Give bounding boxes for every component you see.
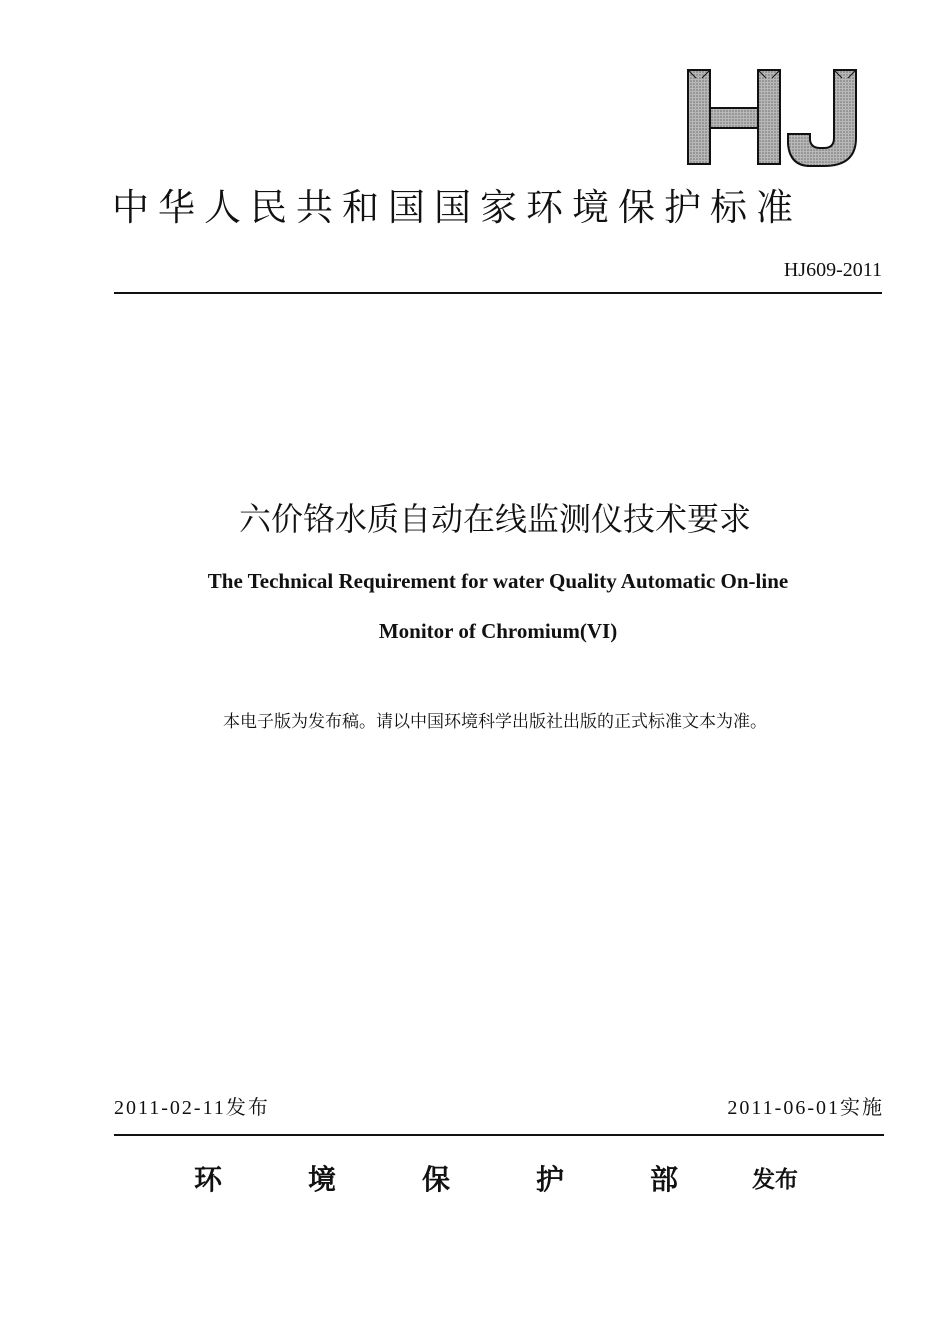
edition-note: 本电子版为发布稿。请以中国环境科学出版社出版的正式标准文本为准。 [223,712,767,732]
issuer-char: 部 [650,1163,679,1196]
issuer-char: 环 [194,1163,223,1196]
standard-org-title: 中华人民共和国国家环境保护标准 [112,186,802,229]
document-title-en-line2: Monitor of Chromium(VI) [378,619,618,643]
document-title-cn: 六价铬水质自动在线监测仪技术要求 [238,500,751,538]
header-divider [114,292,882,294]
hj-logo-icon [684,68,860,168]
footer-divider [114,1134,884,1136]
issuer-char: 境 [308,1163,337,1196]
issuer-char: 保 [422,1163,451,1196]
issuer [194,1160,814,1200]
release-date: 2011-02-11发布 [114,1097,270,1119]
issuer-suffix: 发布 [752,1167,798,1193]
issuer-char: 护 [536,1163,565,1196]
document-title-en-line1: The Technical Requirement for water Quality Automatic On-line [207,569,789,593]
standard-number: HJ609-2011 [783,259,882,281]
implement-date: 2011-06-01实施 [727,1097,884,1119]
